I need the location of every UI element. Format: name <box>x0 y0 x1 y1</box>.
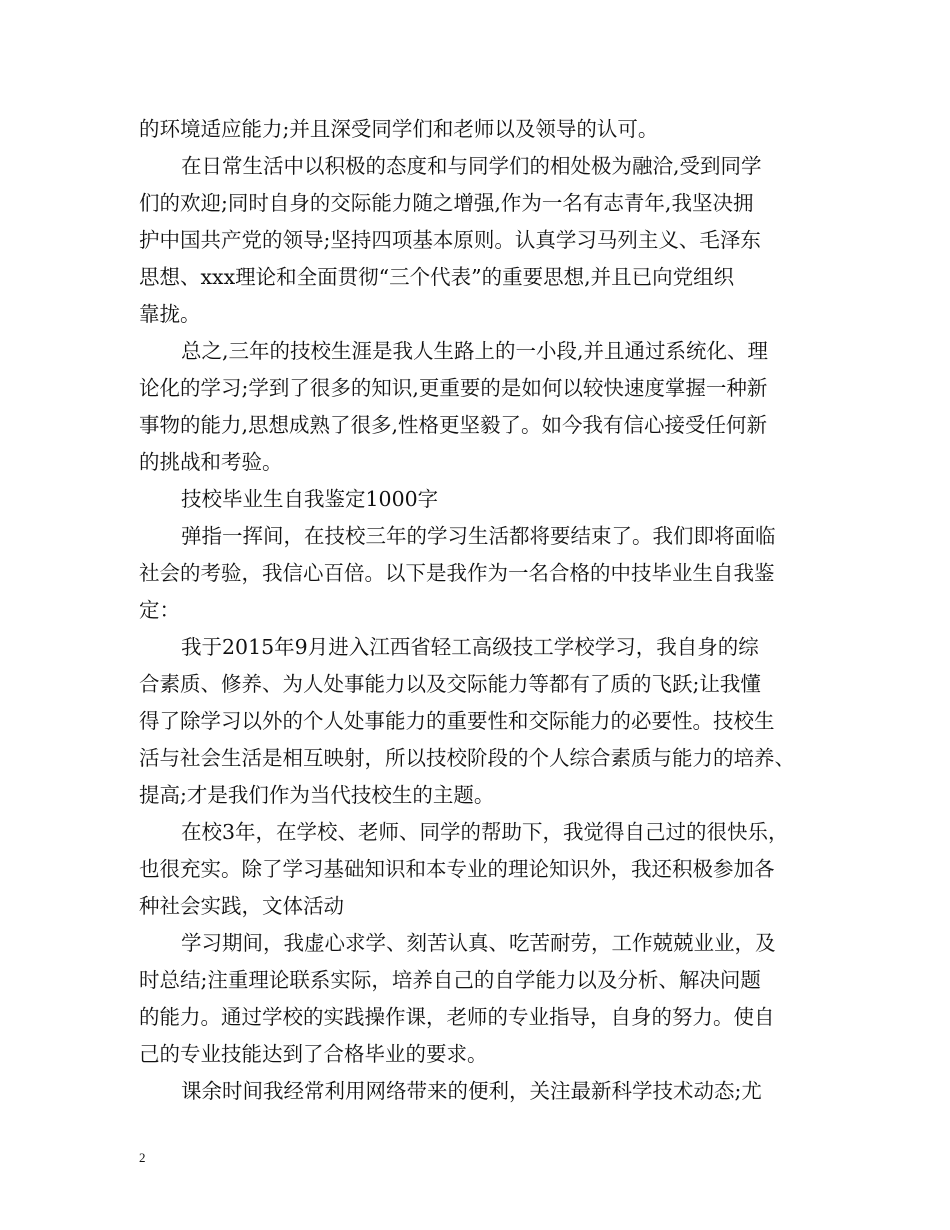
text-line: 时总结;注重理论联系实际，培养自己的自学能力以及分析、解决问题 <box>139 968 761 992</box>
text-line: 我于2015年9月进入江西省轻工高级技工学校学习，我自身的综 <box>181 635 759 659</box>
text-line: 学习期间，我虚心求学、刻苦认真、吃苦耐劳，工作兢兢业业，及 <box>181 931 776 955</box>
text-line: 在日常生活中以积极的态度和与同学们的相处极为融洽,受到同学 <box>181 154 762 178</box>
text-line: 的能力。通过学校的实践操作课，老师的专业指导，自身的努力。使自 <box>139 1005 775 1029</box>
text-line: 思想、xxx理论和全面贯彻“三个代表”的重要思想,并且已向党组织 <box>139 265 735 289</box>
section-heading: 技校毕业生自我鉴定1000字 <box>181 487 439 511</box>
text-line: 事物的能力,思想成熟了很多,性格更坚毅了。如今我有信心接受任何新 <box>139 413 768 437</box>
text-line: 也很充实。除了学习基础知识和本专业的理论知识外，我还积极参加各 <box>139 857 775 881</box>
text-line: 论化的学习;学到了很多的知识,更重要的是如何以较快速度掌握一种新 <box>139 376 768 400</box>
text-line: 合素质、修养、为人处事能力以及交际能力等都有了质的飞跃;让我懂 <box>139 672 761 696</box>
text-line: 种社会实践，文体活动 <box>139 894 344 918</box>
text-line: 弹指一挥间，在技校三年的学习生活都将要结束了。我们即将面临 <box>181 524 776 548</box>
text-line: 的环境适应能力;并且深受同学们和老师以及领导的认可。 <box>139 117 659 141</box>
text-line: 们的欢迎;同时自身的交际能力随之增强,作为一名有志青年,我坚决拥 <box>139 191 754 215</box>
text-line: 护中国共产党的领导;坚持四项基本原则。认真学习马列主义、毛泽东 <box>139 228 761 252</box>
text-line: 提高;才是我们作为当代技校生的主题。 <box>139 783 495 807</box>
text-line: 靠拢。 <box>139 302 201 326</box>
text-line: 的挑战和考验。 <box>139 450 283 474</box>
text-line: 总之,三年的技校生涯是我人生路上的一小段,并且通过系统化、理 <box>181 339 769 363</box>
text-line: 己的专业技能达到了合格毕业的要求。 <box>139 1042 488 1066</box>
text-line: 得了除学习以外的个人处事能力的重要性和交际能力的必要性。技校生 <box>139 709 775 733</box>
page-number: 2 <box>139 1150 146 1165</box>
text-line: 社会的考验，我信心百倍。以下是我作为一名合格的中技毕业生自我鉴 <box>139 561 775 585</box>
text-line: 活与社会生活是相互映射，所以技校阶段的个人综合素质与能力的培养、 <box>139 746 795 770</box>
text-line: 课余时间我经常利用网络带来的便利，关注最新科学技术动态;尤 <box>181 1079 762 1103</box>
text-line: 定： <box>139 598 180 622</box>
text-line: 在校3年，在学校、老师、同学的帮助下，我觉得自己过的很快乐， <box>181 820 789 844</box>
